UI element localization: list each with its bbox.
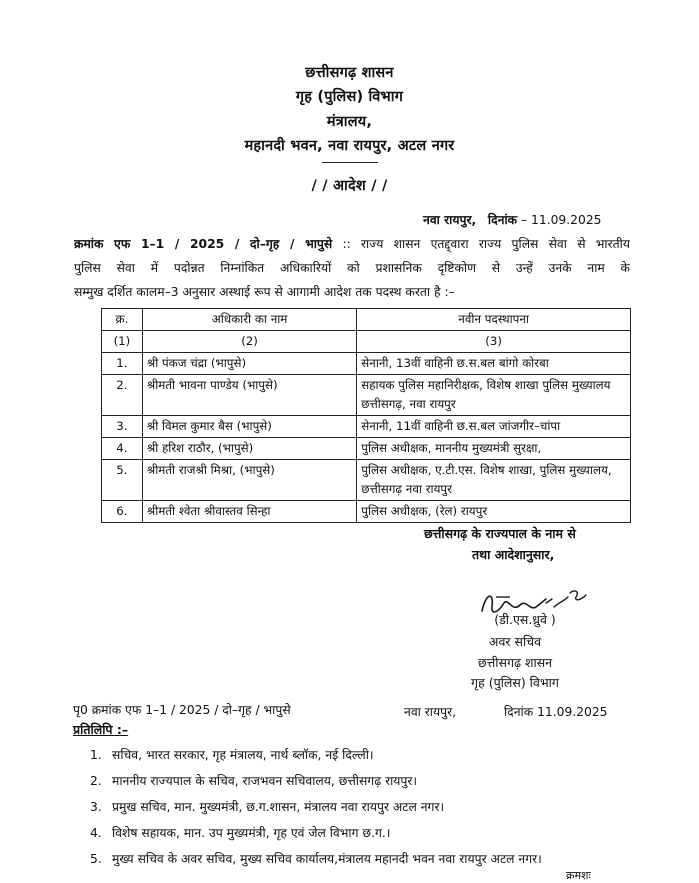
place: नवा रायपुर, bbox=[423, 213, 477, 227]
header-officer-name: अधिकारी का नाम bbox=[142, 309, 356, 331]
header-divider bbox=[322, 162, 378, 163]
row-officer-name: श्री हरिश राठौर, (भापुसे) bbox=[142, 438, 356, 460]
table-row bbox=[102, 438, 631, 460]
list-item-text: सचिव, भारत सरकार, गृह मंत्रालय, नार्थ ब्लॉक, नई दिल्ली। bbox=[112, 748, 374, 762]
row-serial: 6. bbox=[102, 501, 143, 523]
colnum-3: (3) bbox=[357, 331, 631, 353]
table-row bbox=[102, 460, 631, 501]
endorsement-ref: पृ0 क्रमांक एफ 1–1 / 2025 / दो–गृह / भापुसे bbox=[73, 703, 291, 717]
body-line-2: पुलिस सेवा में पदोन्नत निम्नांकित अधिकारियों को प्रशासनिक दृष्टिकोण से उन्हें उनके नाम के bbox=[74, 261, 630, 275]
row-serial: 2. bbox=[102, 375, 143, 416]
table-row bbox=[102, 353, 631, 375]
copy-to-label: प्रतिलिपि :– bbox=[73, 722, 129, 737]
table-row bbox=[102, 375, 631, 416]
row-serial: 4. bbox=[102, 438, 143, 460]
row-officer-name: श्री विमल कुमार बैस (भापुसे) bbox=[142, 416, 356, 438]
order-ref-separator: :: bbox=[342, 237, 351, 251]
order-date: – 11.09.2025 bbox=[521, 213, 602, 227]
signatory-name: (डी.एस.ध्रुवे ) bbox=[494, 612, 556, 627]
row-posting: पुलिस अधीक्षक, माननीय मुख्यमंत्री सुरक्षा, bbox=[357, 438, 631, 460]
colnum-1: (1) bbox=[102, 331, 143, 353]
header-serial: क्र. bbox=[102, 309, 143, 331]
row-officer-name: श्रीमती भावना पाण्डेय (भापुसे) bbox=[142, 375, 356, 416]
row-officer-name: श्री पंकज चंद्रा (भापुसे) bbox=[142, 353, 356, 375]
order-ref: क्रमांक एफ 1–1 / 2025 / दो–गृह / भापुसे bbox=[74, 237, 333, 251]
date-label: दिनांक bbox=[487, 213, 518, 227]
signatory-designation: अवर सचिव bbox=[488, 634, 542, 649]
place-date bbox=[423, 211, 601, 228]
table-colnum-row bbox=[102, 331, 631, 353]
table-header-row bbox=[102, 309, 631, 331]
govt-title: छत्तीसगढ़ शासन bbox=[305, 65, 394, 81]
body-line-3: सम्मुख दर्शित कालम–3 अनुसार अस्थाई रूप से आगामी आदेश तक पदस्थ करता है :– bbox=[74, 285, 455, 299]
dept-title: गृह (पुलिस) विभाग bbox=[295, 89, 404, 105]
row-posting: पुलिस अधीक्षक, (रेल) रायपुर bbox=[357, 501, 631, 523]
header-new-posting: नवीन पदस्थापना bbox=[357, 309, 631, 331]
row-officer-name: श्रीमती राजश्री मिश्रा, (भापुसे) bbox=[142, 460, 356, 501]
row-posting: पुलिस अधीक्षक, ए.टी.एस. विशेष शाखा, पुलिस मुख्यालय, छत्तीसगढ़ नवा रायपुर bbox=[357, 460, 631, 501]
list-item-text: प्रमुख सचिव, मान. मुख्यमंत्री, छ.ग.शासन, मंत्रालय नवा रायपुर अटल नगर। bbox=[112, 800, 445, 814]
list-item-text: माननीय राज्यपाल के सचिव, राजभवन सचिवालय, छत्तीसगढ़ रायपुर। bbox=[112, 774, 418, 788]
row-serial: 1. bbox=[102, 353, 143, 375]
closing-line-1: छत्तीसगढ़ के राज्यपाल के नाम से bbox=[424, 526, 576, 541]
copy-list bbox=[90, 744, 635, 874]
endorsement-date: दिनांक 11.09.2025 bbox=[504, 705, 608, 719]
list-item-number: 3. bbox=[90, 800, 102, 814]
posting-table bbox=[101, 308, 631, 523]
list-item-text: विशेष सहायक, मान. उप मुख्यमंत्री, गृह एवं जेल विभाग छ.ग.। bbox=[112, 826, 391, 840]
row-posting: सेनानी, 13वीं वाहिनी छ.स.बल बांगो कोरबा bbox=[357, 353, 631, 375]
list-item bbox=[90, 770, 635, 792]
signatory-dept: गृह (पुलिस) विभाग bbox=[471, 675, 559, 690]
order-title: / / आदेश / / bbox=[311, 178, 388, 194]
list-item bbox=[90, 822, 635, 844]
list-item-number: 1. bbox=[90, 748, 102, 762]
list-item-number: 5. bbox=[90, 852, 102, 866]
colnum-2: (2) bbox=[142, 331, 356, 353]
row-posting: सहायक पुलिस महानिरीक्षक, विशेष शाखा पुलिस मुख्यालय छत्तीसगढ़, नवा रायपुर bbox=[357, 375, 631, 416]
list-item-number: 4. bbox=[90, 826, 102, 840]
row-officer-name: श्रीमती श्वेता श्रीवास्तव सिन्हा bbox=[142, 501, 356, 523]
address-title: महानदी भवन, नवा रायपुर, अटल नगर bbox=[244, 138, 455, 154]
body-line-1: राज्य शासन एतद्द्वारा राज्य पुलिस सेवा से भारतीय bbox=[361, 237, 630, 251]
ministry-title: मंत्रालय, bbox=[326, 114, 373, 130]
row-serial: 3. bbox=[102, 416, 143, 438]
list-item bbox=[90, 796, 635, 818]
closing-line-2: तथा आदेशानुसार, bbox=[472, 547, 555, 562]
list-item bbox=[90, 744, 635, 766]
order-paragraph bbox=[74, 232, 630, 304]
table-row bbox=[102, 501, 631, 523]
list-item bbox=[90, 848, 635, 870]
list-item-text: मुख्य सचिव के अवर सचिव, मुख्य सचिव कार्यालय,मंत्रालय महानदी भवन नवा रायपुर अटल नगर। bbox=[112, 852, 542, 866]
signatory-govt: छत्तीसगढ़ शासन bbox=[477, 655, 553, 670]
list-item-number: 2. bbox=[90, 774, 102, 788]
continued-marker: क्रमशः bbox=[566, 869, 591, 882]
row-posting: सेनानी, 11वीं वाहिनी छ.स.बल जांजगीर–चांपा bbox=[357, 416, 631, 438]
paragraph-line-1 bbox=[74, 232, 630, 256]
endorsement-place: नवा रायपुर, bbox=[404, 705, 457, 719]
table-row bbox=[102, 416, 631, 438]
row-serial: 5. bbox=[102, 460, 143, 501]
